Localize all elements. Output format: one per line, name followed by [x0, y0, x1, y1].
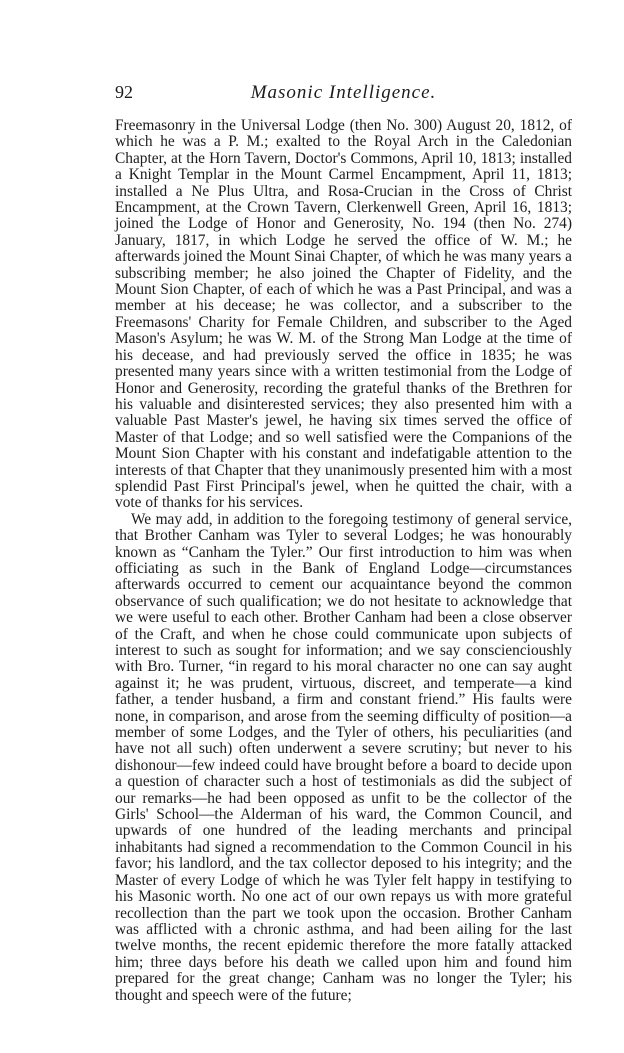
- paragraph-2: We may add, in addition to the foregoing testimony of general service, that Brother Canham was Tyler to several Lodges; he was honourably known as “Canham the Tyler.” Our first introduction to him was when officiating as such in the Bank of England Lodge—circumstances afterwards occurred to cement our acquaintance beyond the common observance of such qualification; we do not hesitate to acknowledge that we were useful to each other. Brother Canham had been a close observer of the Craft, and when he chose could communicate upon subjects of interest to such as sought for information; and we say consciencioushly with Bro. Turner, “in regard to his moral character no one can say aught against it; he was prudent, virtuous, discreet, and temperate—a kind father, a tender husband, a firm and constant friend.” His faults were none, in comparison, and arose from the seeming difficulty of position—a member of some Lodges, and the Tyler of others, his peculiarities (and have not all such) often underwent a severe scrutiny; but never to his dishonour—few indeed could have brought before a board to decide upon a question of character such a host of testimonials as did the subject of our remarks—he had been opposed as unfit to be the collector of the Girls' School—the Alderman of his ward, the Common Council, and upwards of one hundred of the leading merchants and principal inhabitants had signed a recommendation to the Common Council in his favor; his landlord, and the tax collector deposed to his integrity; and the Master of every Lodge of which he was Tyler felt happy in testifying to his Masonic worth. No one act of our own repays us with more grateful recollection than the part we took upon the occasion. Brother Canham was afflicted with a chronic asthma, and had been ailing for the last twelve months, the recent epidemic therefore the more fatally attacked him; three days before his death we called upon him and found him prepared for the great change; Canham was no longer the Tyler; his thought and speech were of the future;: [115, 510, 572, 1004]
- running-title: Masonic Intelligence.: [250, 82, 437, 103]
- paragraph-1: Freemasonry in the Universal Lodge (then No. 300) August 20, 1812, of which he was a P. M.; exalted to the Royal Arch in the Caledonian Chapter, at the Horn Tavern, Doctor's Commons, April 10, 1813; installed a Knight Templar in the Mount Carmel Encampment, April 11, 1813; installed a Ne Plus Ultra, and Rosa-Crucian in the Cross of Christ Encampment, at the Crown Tavern, Clerkenwell Green, April 16, 1813; joined the Lodge of Honor and Generosity, No. 194 (then No. 274) January, 1817, in which Lodge he served the office of W. M.; he afterwards joined the Mount Sinai Chapter, of which he was many years a subscribing member; he also joined the Chapter of Fidelity, and the Mount Sion Chapter, of each of which he was a Past Principal, and was a member at his decease; he was collector, and a subscriber to the Freemasons' Charity for Female Children, and subscriber to the Aged Mason's Asylum; he was W. M. of the Strong Man Lodge at the time of his decease, and had previously served the office in 1835; he was presented many years since with a written testimonial from the Lodge of Honor and Generosity, recording the grateful thanks of the Brethren for his valuable and disinterested services; they also presented him with a valuable Past Master's jewel, he having six times served the office of Master of that Lodge; and so well satisfied were the Companions of the Mount Sion Chapter with his constant and indefatigable attention to the interests of that Chapter that they unanimously presented him with a most splendid Past First Principal's jewel, when he quitted the chair, with a vote of thanks for his services.: [115, 117, 572, 512]
- body-text: [115, 118, 572, 1004]
- page-header: [115, 82, 572, 112]
- page-number: 92: [115, 82, 133, 102]
